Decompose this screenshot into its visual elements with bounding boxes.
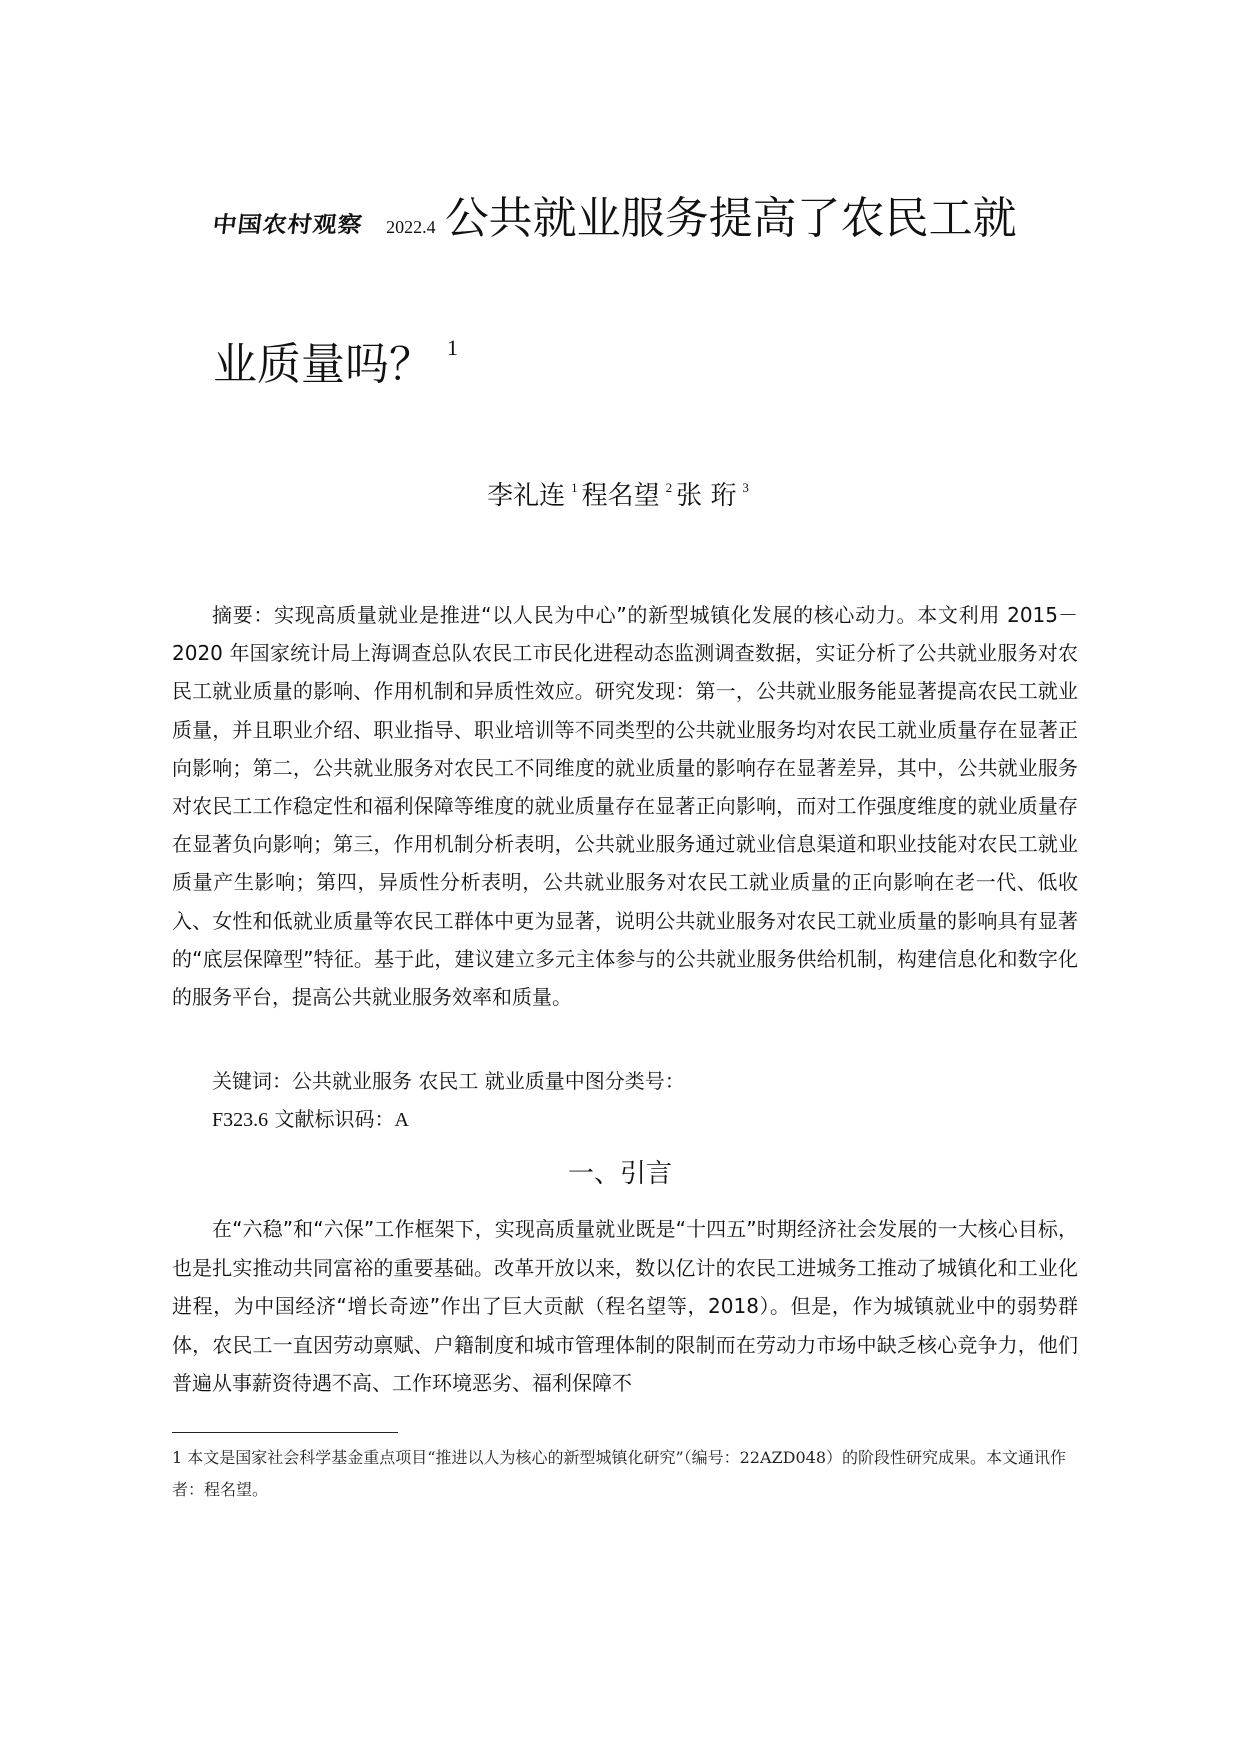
author-2 <box>582 481 677 511</box>
journal-issue: 2022.4 <box>386 217 436 237</box>
footnote-divider <box>172 1432 398 1433</box>
author-affiliation-mark: 2 <box>665 480 673 495</box>
abstract-paragraph: 摘要：实现高质量就业是推进“以人民为中心”的新型城镇化发展的核心动力。本文利用 2015－ 2020 年国家统计局上海调查总队农民工市民化进程动态监测调查数据，实证分析了公共就业服务对农民工就业质量的影响、作用机制和异质性效应。研究发现：第一，公共就业服务能显著提高农民工就业质量，并且职业介绍、职业指导、职业培训等不同类型的公共就业服务均对农民工就业质量存在显著正向影响；第二，公共就业服务对农民工不同维度的就业质量的影响存在显著差异，其中，公共就业服务对农民工工作稳定性和福利保障等维度的就业质量存在显著正向影响，而对工作强度维度的就业质量存在显著负向影响；第三，作用机制分析表明，公共就业服务通过就业信息渠道和职业技能对农民工就业质量产生影响；第四，异质性分析表明，公共就业服务对农民工就业质量的正向影响在老一代、低收入、女性和低就业质量等农民工群体中更为显著，说明公共就业服务对农民工就业质量的影响具有显著的“底层保障型”特征。基于此，建议建立多元主体参与的公共就业服务供给机制，构建信息化和数字化的服务平台，提高公共就业服务效率和质量。 <box>172 603 1078 1010</box>
classification-line <box>212 1100 1072 1139</box>
document-id-label: 文献标识码： <box>268 1107 395 1131</box>
classification-code: F323.6 <box>212 1109 269 1131</box>
author-3 <box>676 481 753 511</box>
author-list <box>0 475 1240 512</box>
document-id-code: A <box>394 1109 409 1131</box>
title-footnote-mark: 1 <box>447 335 458 360</box>
author-name: 李礼连 <box>487 481 566 511</box>
introduction-paragraph: 在“六稳”和“六保”工作框架下，实现高质量就业既是“十四五”时期经济社会发展的一大核心目标，也是扎实推动共同富裕的重要基础。改革开放以来，数以亿计的农民工进城务工推动了城镇化和工业化进程，为中国经济“增长奇迹”作出了巨大贡献（程名望等，2018）。但是，作为城镇就业中的弱势群体，农民工一直因劳动禀赋、户籍制度和城市管理体制的限制而在劳动力市场中缺乏核心竞争力，他们普遍从事薪资待遇不高、工作环境恶劣、福利保障不 <box>172 1217 1078 1395</box>
author-affiliation-mark: 1 <box>571 480 578 495</box>
keywords-line: 关键词：公共就业服务 农民工 就业质量中图分类号： <box>212 1069 685 1093</box>
paper-title-part-2: 业质量吗？ <box>213 339 433 390</box>
paper-title-part-1: 公共就业服务提高了农民工就 <box>444 193 1017 244</box>
author-name: 张 珩 <box>676 481 737 511</box>
author-affiliation-mark: 3 <box>742 480 749 495</box>
title-line-1 <box>213 182 1113 252</box>
footnote-1: 1 本文是国家社会科学基金重点项目“推进以人为核心的新型城镇化研究”（编号：22AZD048）的阶段性研究成果。本文通讯作者：程名望。 <box>172 1448 1067 1499</box>
author-1 <box>487 481 582 511</box>
author-name: 程名望 <box>581 481 660 511</box>
section-heading-introduction: 一、引言 <box>567 1159 672 1189</box>
title-line-2 <box>213 328 813 398</box>
journal-logo: 中国农村观察 <box>211 211 365 238</box>
